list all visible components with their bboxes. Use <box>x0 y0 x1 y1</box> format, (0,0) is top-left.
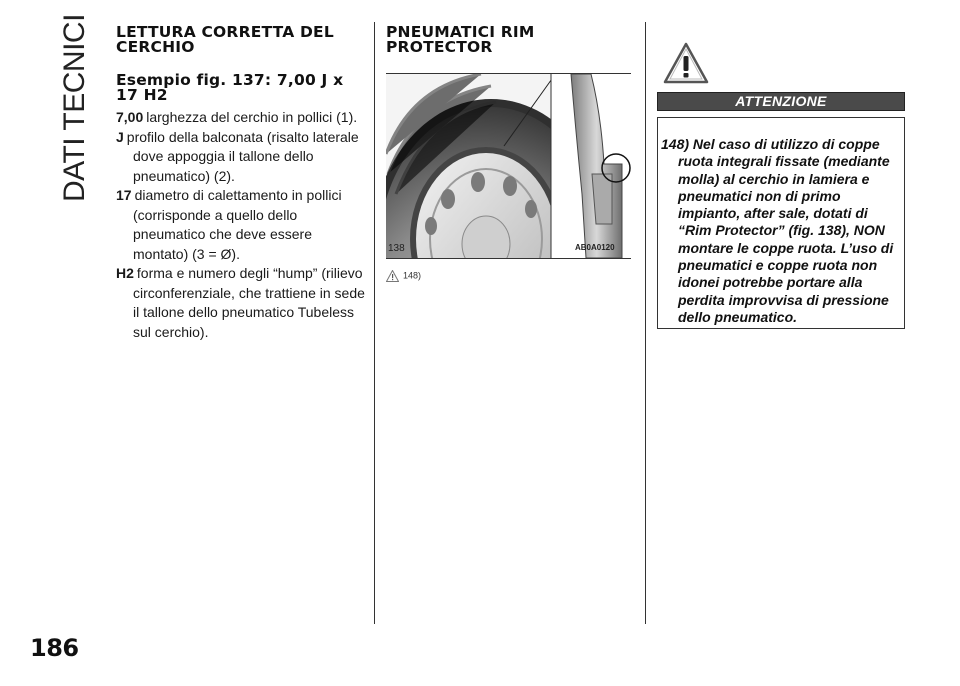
entry-text: forma e numero degli “hump” (rilievo circonferenziale, che trattiene in sede il tallone dello pneumatico Tubeless sul cerchio). <box>133 265 365 340</box>
attention-title: ATTENZIONE <box>657 92 905 111</box>
entry-code: J <box>116 128 124 145</box>
entry-code: H2 <box>116 265 134 281</box>
column-divider-right <box>645 22 646 624</box>
column-divider-left <box>374 22 375 624</box>
warning-ref-number: 148) <box>403 270 422 281</box>
entry-text: larghezza del cerchio in pollici (1). <box>146 109 358 125</box>
attention-text: 148) Nel caso di utilizzo di coppe ruota integrali fissate (mediante molla) al cerchio in lamiera e pneumatici non di primo impianto, after sale, dotati di “Rim Protector” (fig. 138), NON montare le coppe ruota. L’uso di pneumatici e coppe ruota non idonei potrebbe portare alla perdita improvvisa di pressione dello pneumatico. <box>661 136 894 325</box>
figure-number: 138 <box>388 243 405 254</box>
section-subheading-example: Esempio fig. 137: 7,00 J x 17 H2 <box>116 71 344 104</box>
list-item <box>116 186 366 264</box>
figure-bottom-rule <box>386 258 631 259</box>
entry-code: 7,00 <box>116 109 144 125</box>
section-heading-rim: LETTURA CORRETTA DEL CERCHIO <box>116 23 334 56</box>
entry-code: 17 <box>116 187 132 203</box>
list-item <box>116 128 366 187</box>
entry-text: diametro di calettamento in pollici (corrisponde a quello dello pneumatico che deve essere montato) (3 = Ø). <box>133 187 342 262</box>
tire-rim-protector-illustration <box>386 74 631 258</box>
list-item <box>116 108 366 128</box>
chapter-title: DATI TECNICI <box>58 14 91 202</box>
list-item <box>116 264 366 342</box>
warning-triangle-icon <box>663 42 709 84</box>
warning-triangle-icon <box>386 270 399 282</box>
rim-code-list <box>116 108 366 342</box>
chapter-side-tab <box>58 14 91 202</box>
figure-code: AB0A0120 <box>575 243 615 252</box>
page-number: 186 <box>30 634 79 662</box>
warning-reference <box>386 270 421 282</box>
section-heading-rim-protector: PNEUMATICI RIM PROTECTOR <box>386 23 535 56</box>
entry-text: profilo della balconata (risalto laterale dove appoggia il tallone dello pneumatico) (2). <box>126 128 359 184</box>
